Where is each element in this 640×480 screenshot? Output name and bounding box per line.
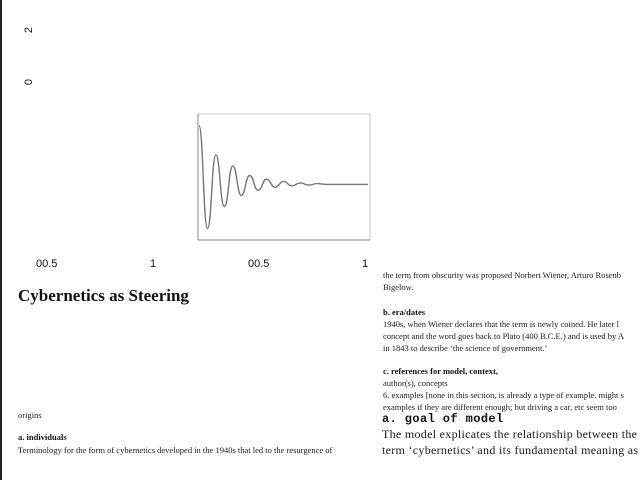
right-para-line-2: Bigelow. (383, 282, 414, 292)
y-tick-bottom: 0 (23, 78, 36, 86)
section-c-line-1: author(s), concepts (383, 378, 448, 388)
origins-label: origins (18, 410, 42, 420)
section-b-line-3: in 1843 to describe ‘the science of government.’ (383, 343, 548, 353)
x-tick-4: 1 (362, 258, 369, 270)
right-para-line-1: the term from obscurity was proposed Norbert Wiener, Arturo Rosenb (383, 270, 622, 280)
section-c-line-3: examples if they are different enough; but driving a car, etc seem too (383, 402, 617, 412)
damped-oscillation-chart (196, 112, 372, 242)
x-tick-2: 1 (150, 258, 157, 270)
section-b-line-2: concept and the word goes back to Plato (400 B.C.E.) and is used by A (383, 331, 625, 341)
plot-frame (198, 114, 370, 240)
goal-line-1: The model explicates the relationship between the (382, 427, 638, 441)
page-title: Cybernetics as Steering (18, 286, 189, 305)
goal-line-2: term ‘cybernetics’ and its fundamental meaning as (382, 443, 639, 457)
goal-heading: a. goal of model (382, 412, 504, 426)
x-tick-1: 00.5 (36, 258, 58, 270)
series-line (199, 125, 368, 228)
x-tick-3: 00.5 (248, 258, 270, 270)
section-a-heading: a. individuals (18, 432, 67, 442)
section-a-text: Terminology for the form of cybernetics developed in the 1940s that led to the resurgence of (18, 445, 333, 455)
left-border-line (0, 0, 2, 480)
section-c-heading: c. references for model, context, (383, 366, 498, 376)
y-tick-top: 2 (23, 26, 36, 34)
section-b-heading: b. era/dates (383, 307, 426, 317)
section-c-line-2: 6. examples [none in this section, is already a type of example. might s (383, 390, 624, 400)
section-b-line-1: 1940s, when Wiener declares that the term is newly coined. He later l (383, 319, 620, 329)
